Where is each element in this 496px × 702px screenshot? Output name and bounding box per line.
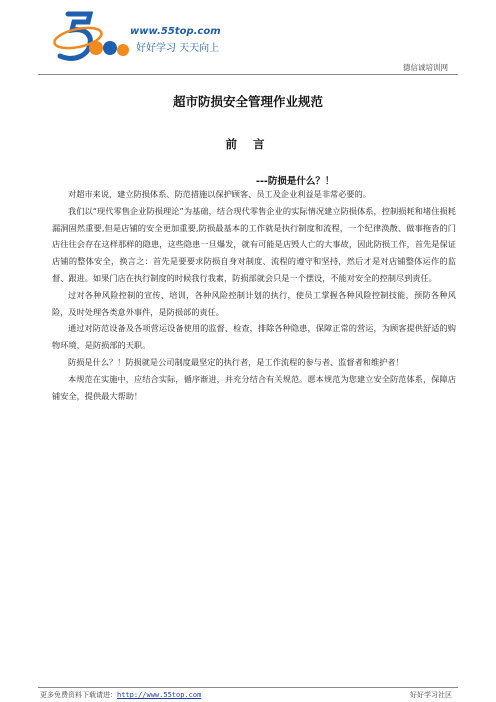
page-header <box>0 0 496 78</box>
footer-community: 好好学习社区 <box>410 691 452 699</box>
logo-url-text: www.55top.com <box>130 26 221 37</box>
document-body <box>52 186 456 404</box>
paragraph: 防损是什么？！防损就是公司制度最坚定的执行者，是工作流程的参与者、监督者和维护者！ <box>68 356 404 367</box>
section-question: ---防损是什么？！ <box>256 176 335 187</box>
paragraph: 我们以“现代零售企业防损理论”为基础，结合现代零售企业的实际情况建立防损体系，控制损耗和堵住损耗漏洞固然重要,但是店铺的安全更加重要,防损最基本的工作就是执行制度和流程，一个纪律涣散、做事拖沓的门店往往会存在这样那样的隐患，这些隐患一旦爆发，就有可能是店毁人亡的大事故，因此防损工作，首先是保证店铺的整体安全，换言之：首先是要要求防损自身对制度、流程的遵守和坚持，然后才是对店铺整体运作的监督、跟进。如果门店在执行制度的时候我行我素，防损部就会只是一个摆设，不能对安全的控制尽到责任。 <box>52 205 456 283</box>
paragraph: 本规范在实施中，应结合实际，循序渐进，并充分结合有关规范。愿本规范为您建立安全防范体系，保障店铺安全，提供最大帮助！ <box>52 373 456 401</box>
paragraph: 过对各种风险控制的宣传、培训，各种风险控制计划的执行，使员工掌握各种风险控制技能，预防各种风险，及时处理各类意外事件，是防损部的责任。 <box>52 289 456 317</box>
paragraph: 通过对防范设备及各项营运设备使用的监督、检查，排除各种隐患，保障正常的营运，为顾客提供舒适的购物环境，是防损部的天职。 <box>52 323 456 351</box>
site-logo[interactable] <box>50 8 221 66</box>
logo-mark-icon <box>50 8 130 66</box>
footer-link[interactable]: http://www.55top.com <box>117 691 202 699</box>
site-name: 德信诚培训网 <box>403 63 448 72</box>
paragraph: 对超市来说，建立防损体系、防范措施以保护顾客、员工及企业利益是非常必要的。 <box>68 189 371 199</box>
footer-prefix: 更多免费资料下载请进： <box>40 691 117 699</box>
logo-slogan: 好好学习 天天向上 <box>136 43 220 54</box>
header-divider <box>38 74 458 75</box>
footer-download-note <box>40 690 201 700</box>
footer-divider <box>38 687 458 688</box>
section-heading: 前 言 <box>225 137 271 151</box>
document-title: 超市防损安全管理作业规范 <box>172 94 323 109</box>
